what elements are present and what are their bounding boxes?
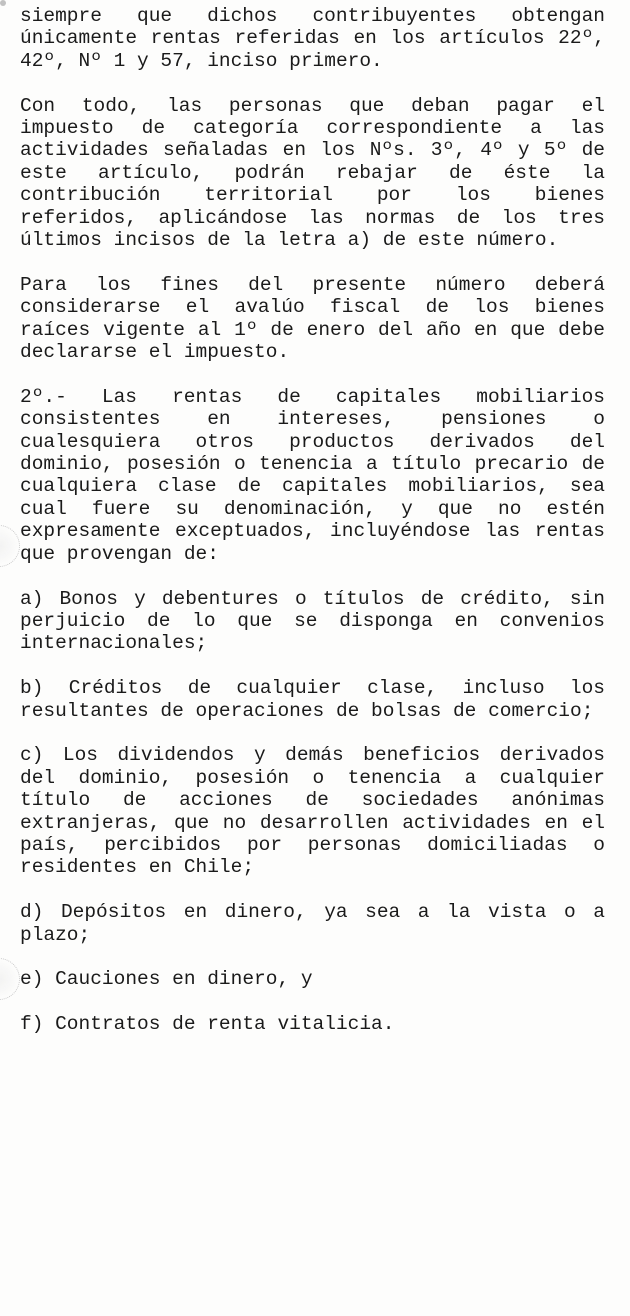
document-body [20, 5, 605, 1036]
list-item-f: f) Contratos de renta vitalicia. [20, 1013, 395, 1036]
paragraph-number-2: 2º.- Las rentas de capitales mobiliarios consistentes en intereses, pensiones o cualesquiera otros productos derivados del dominio, posesión o tenencia a título precario de cualquiera clase de capitales mobiliarios, sea cual fuere su denominación, y que no estén expresamente exceptuados, incluyéndose las rentas que provengan de: [20, 385, 605, 565]
paragraph-con-todo: Con todo, las personas que deban pagar el impuesto de categoría correspondiente a las actividades señaladas en los Nºs. 3º, 4º y 5º de este artículo, podrán rebajar de éste la contribución territorial por los bienes referidos, aplicándose las normas de los tres últimos incisos de la letra a) de este número. [20, 94, 605, 252]
list-item-e: e) Cauciones en dinero, y [20, 968, 313, 991]
scan-speck [0, 0, 6, 6]
punch-hole-mark [0, 525, 20, 567]
punch-hole-mark [0, 958, 20, 1000]
paragraph-continuation: siempre que dichos contribuyentes obtengan únicamente rentas referidas en los artículos 22º, 42º, Nº 1 y 57, inciso primero. [20, 5, 605, 72]
list-item-b: b) Créditos de cualquier clase, incluso los resultantes de operaciones de bolsas de comercio; [20, 677, 605, 722]
list-item-d: d) Depósitos en dinero, ya sea a la vista o a plazo; [20, 901, 605, 946]
list-item-a: a) Bonos y debentures o títulos de crédito, sin perjuicio de lo que se disponga en convenios internacionales; [20, 587, 605, 655]
paragraph-para-los-fines: Para los fines del presente número deberá considerarse el avalúo fiscal de los bienes raíces vigente al 1º de enero del año en que debe declararse el impuesto. [20, 273, 605, 364]
list-item-c: c) Los dividendos y demás beneficios derivados del dominio, posesión o tenencia a cualquier título de acciones de sociedades anónimas extranjeras, que no desarrollen actividades en el país, percibidos por personas domiciliadas o residentes en Chile; [20, 744, 605, 879]
